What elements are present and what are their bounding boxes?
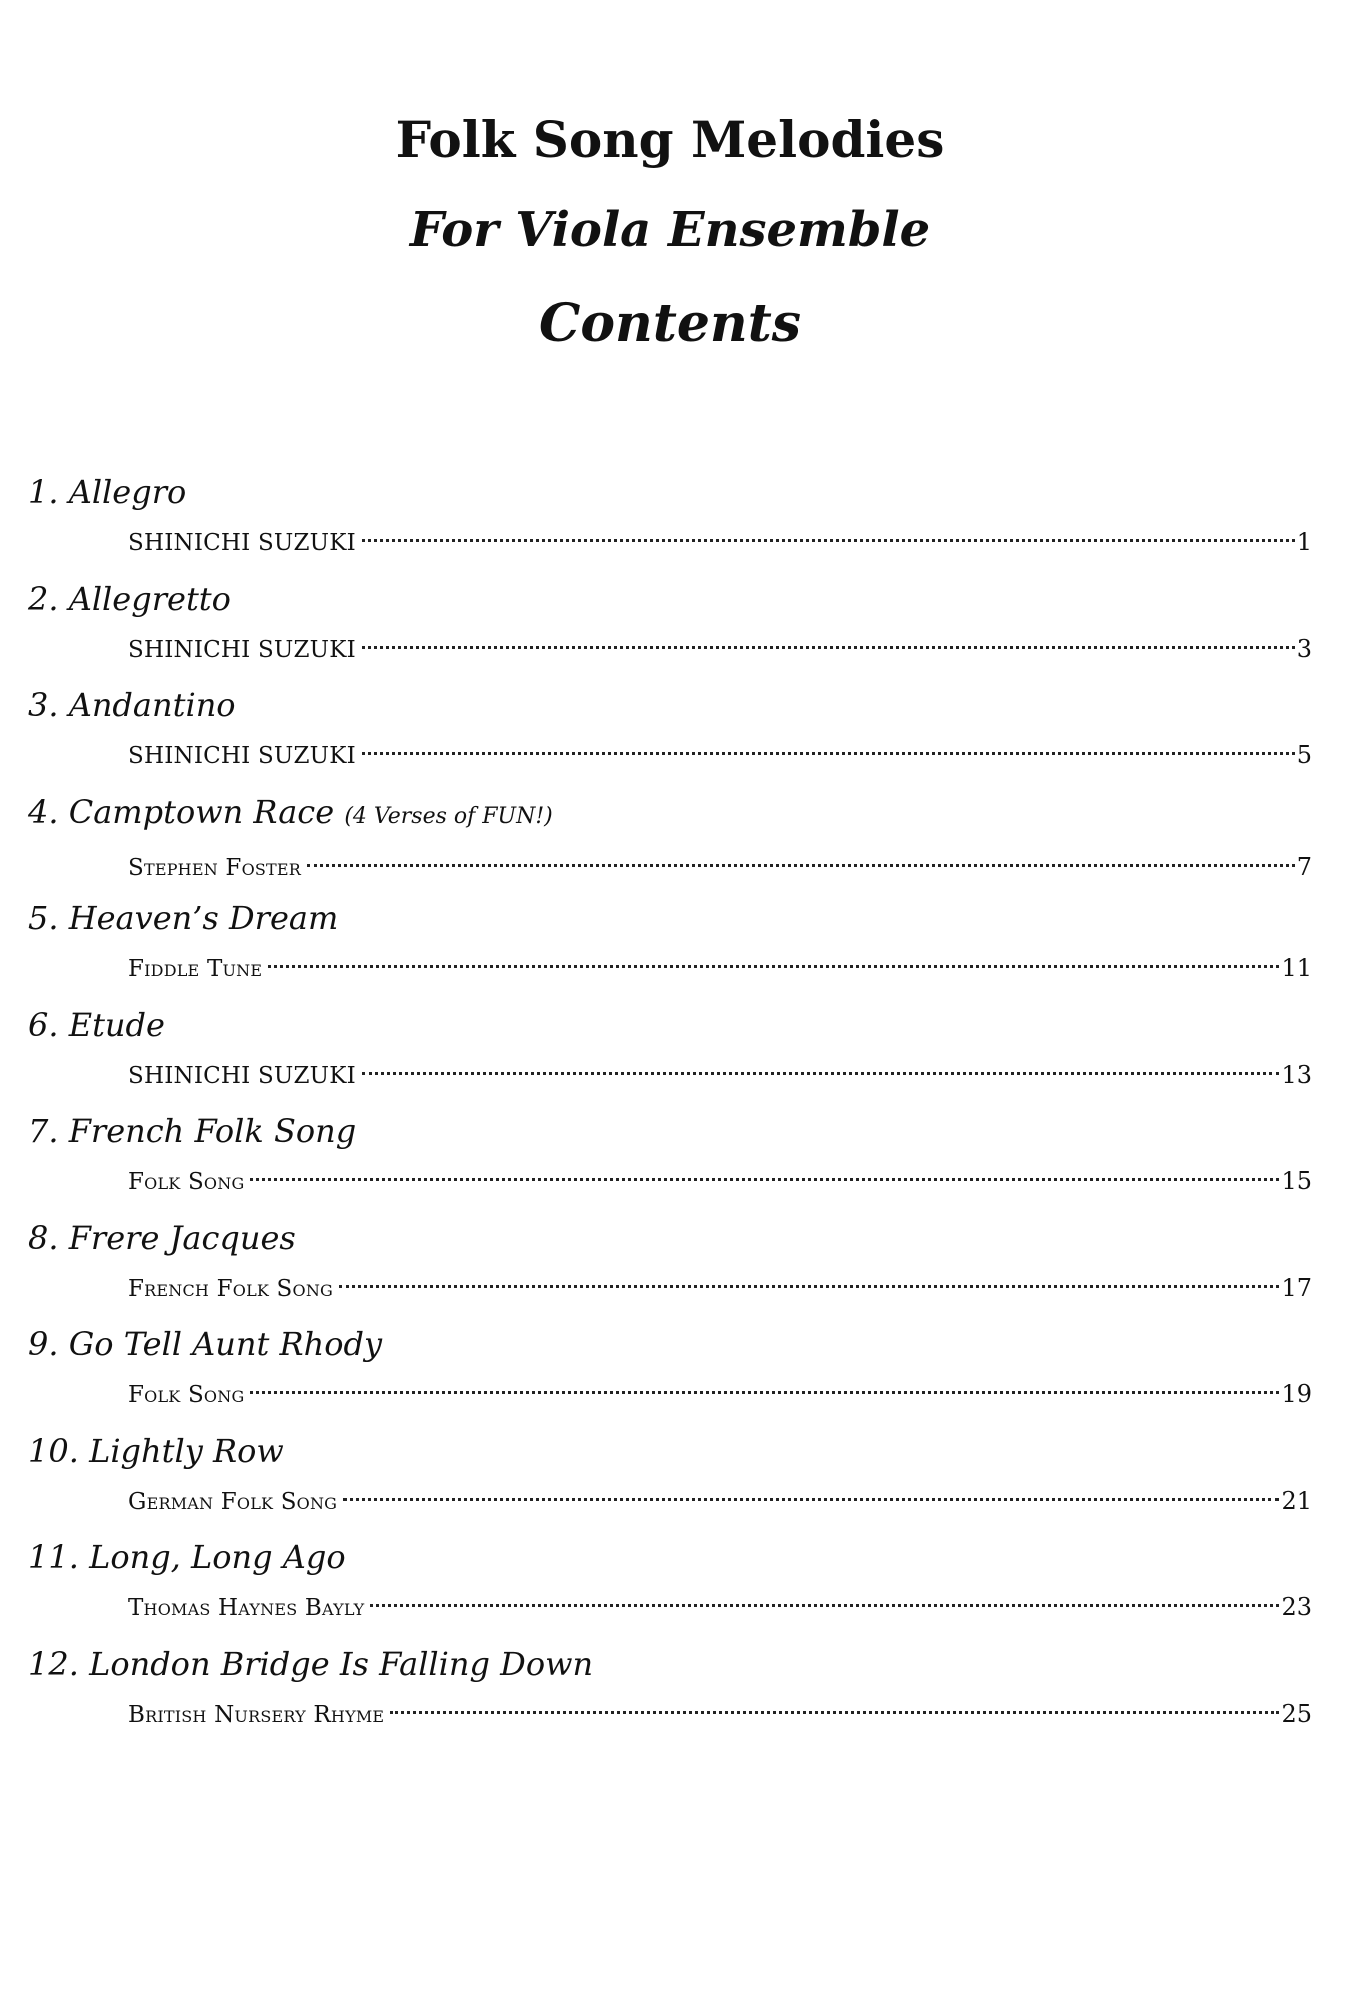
dot-leader	[362, 621, 1295, 657]
dot-leader	[362, 1047, 1280, 1083]
toc-entry-composer: Folk Song	[128, 1382, 245, 1408]
toc-entry-title-text: 3. Andantino	[28, 686, 236, 724]
toc-entry	[28, 1216, 1318, 1323]
toc-entry-note: (4 Verses of FUN!)	[344, 803, 553, 829]
toc-entry-composer: SHINICHI SUZUKI	[128, 530, 356, 556]
toc-entry-line	[128, 1153, 1312, 1200]
toc-entry	[28, 1322, 1318, 1429]
toc-entry	[28, 683, 1318, 790]
toc-entry-composer: Thomas Haynes Bayly	[128, 1595, 365, 1621]
toc-entry-title-text: 9. Go Tell Aunt Rhody	[28, 1325, 383, 1363]
toc-entry-line	[128, 839, 1312, 886]
toc-entry-line	[128, 1047, 1312, 1094]
toc-entry-line	[128, 727, 1312, 774]
toc-entry-title	[28, 1003, 1318, 1047]
toc-entry-composer: Fiddle Tune	[128, 956, 263, 982]
toc-entry-line	[128, 1473, 1312, 1520]
toc-entry-line	[128, 1686, 1312, 1733]
toc-entry-composer: SHINICHI SUZUKI	[128, 743, 356, 769]
toc-entry	[28, 1109, 1318, 1216]
toc-entry-title	[28, 1535, 1318, 1579]
toc-entry	[28, 1535, 1318, 1642]
toc-entry-line	[128, 621, 1312, 668]
dot-leader	[362, 727, 1295, 763]
toc-entry-title	[28, 577, 1318, 621]
toc-entry-title	[28, 1642, 1318, 1686]
toc-entry-title-text: 12. London Bridge Is Falling Down	[28, 1644, 594, 1683]
toc-entry	[28, 1429, 1318, 1536]
toc-entry-title-text: 4. Camptown Race	[28, 792, 335, 831]
toc-entry	[28, 470, 1318, 577]
toc-entry-title	[28, 1216, 1318, 1260]
toc-entry-line	[128, 1366, 1312, 1413]
toc-entry	[28, 790, 1318, 897]
toc-entry-page-number: 19	[1281, 1380, 1312, 1408]
toc-entry	[28, 1003, 1318, 1110]
dot-leader	[268, 940, 1279, 976]
dot-leader	[339, 1260, 1279, 1296]
toc-entry-title-text: 10. Lightly Row	[28, 1431, 284, 1470]
toc-entry-title-text: 6. Etude	[28, 1005, 165, 1044]
toc-entry-title-text: 8. Frere Jacques	[28, 1218, 296, 1257]
toc-entry-line	[128, 940, 1312, 987]
toc-entry-page-number: 21	[1281, 1486, 1312, 1515]
dot-leader	[307, 839, 1295, 875]
toc-entry-composer: German Folk Song	[128, 1488, 338, 1515]
toc-entry-line	[128, 1260, 1312, 1307]
toc-entry-title	[28, 683, 1318, 727]
toc-entry-title	[28, 790, 1318, 839]
toc-entry-page-number: 13	[1281, 1060, 1312, 1089]
dot-leader	[343, 1473, 1279, 1509]
dot-leader	[250, 1153, 1279, 1189]
toc-entry-title-text: 11. Long, Long Ago	[28, 1538, 346, 1576]
toc-entry-composer: SHINICHI SUZUKI	[128, 636, 356, 663]
toc-entry-title	[28, 470, 1318, 514]
toc-entry-page-number: 25	[1281, 1699, 1312, 1728]
toc-entry-title-text: 1. Allegro	[28, 473, 187, 511]
toc-entry-composer: Stephen Foster	[128, 854, 302, 881]
toc-entry-composer: Folk Song	[128, 1169, 245, 1195]
table-of-contents	[28, 470, 1318, 1748]
toc-entry-page-number: 1	[1296, 528, 1312, 556]
toc-entry-page-number: 23	[1281, 1593, 1312, 1621]
toc-entry-page-number: 3	[1296, 634, 1312, 663]
dot-leader	[390, 1686, 1279, 1722]
page-subtitle: For Viola Ensemble	[409, 202, 931, 258]
toc-entry	[28, 1642, 1318, 1749]
contents-heading: Contents	[538, 293, 802, 354]
toc-entry-title	[28, 1109, 1318, 1153]
toc-entry	[28, 896, 1318, 1003]
toc-entry-title-text: 7. French Folk Song	[28, 1112, 357, 1150]
toc-entry-composer: French Folk Song	[128, 1275, 334, 1302]
toc-entry-line	[128, 514, 1312, 561]
toc-entry	[28, 577, 1318, 684]
dot-leader	[362, 514, 1295, 550]
dot-leader	[250, 1366, 1279, 1402]
toc-entry-line	[128, 1579, 1312, 1626]
page-title: Folk Song Melodies	[395, 110, 945, 169]
toc-entry-composer: British Nursery Rhyme	[128, 1701, 385, 1728]
toc-entry-page-number: 11	[1281, 954, 1312, 982]
toc-entry-page-number: 7	[1296, 852, 1312, 881]
toc-entry-title-text: 2. Allegretto	[28, 579, 231, 618]
toc-entry-title	[28, 1322, 1318, 1366]
toc-entry-title-text: 5. Heaven’s Dream	[28, 899, 339, 937]
toc-entry-page-number: 5	[1296, 741, 1312, 769]
dot-leader	[370, 1579, 1279, 1615]
toc-entry-title	[28, 896, 1318, 940]
toc-entry-page-number: 17	[1281, 1273, 1312, 1302]
toc-entry-composer: SHINICHI SUZUKI	[128, 1062, 356, 1089]
toc-entry-page-number: 15	[1281, 1167, 1312, 1195]
toc-entry-title	[28, 1429, 1318, 1473]
